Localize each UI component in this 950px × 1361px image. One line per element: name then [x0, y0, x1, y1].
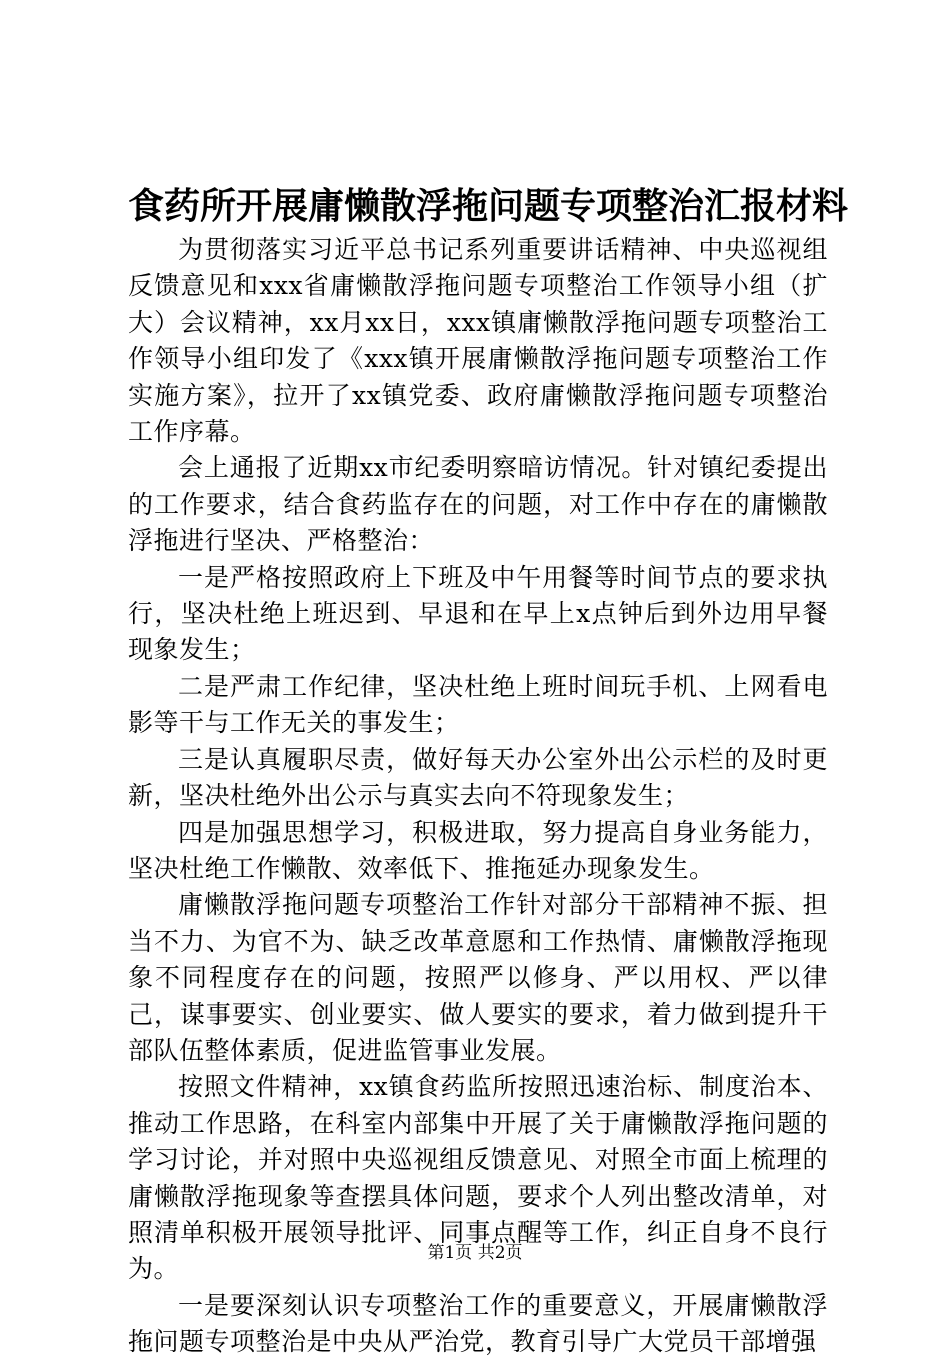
paragraph-6: 四是加强思想学习，积极进取，努力提高自身业务能力，坚决杜绝工作懒散、效率低下、推拖延办现象发生。 — [128, 817, 828, 883]
paragraph-1: 为贯彻落实习近平总书记系列重要讲话精神、中央巡视组反馈意见和xxx省庸懒散浮拖问题专项整治工作领导小组（扩大）会议精神，xx月xx日，xxx镇庸懒散浮拖问题专项整治工作领导小组印发了《xxx镇开展庸懒散浮拖问题专项整治工作实施方案》，拉开了xx镇党委、政府庸懒散浮拖问题专项整治工作序幕。 — [128, 235, 828, 447]
paragraph-2: 会上通报了近期xx市纪委明察暗访情况。针对镇纪委提出的工作要求，结合食药监存在的问题，对工作中存在的庸懒散浮拖进行坚决、严格整治： — [128, 453, 828, 556]
paragraph-5: 三是认真履职尽责，做好每天办公室外出公示栏的及时更新，坚决杜绝外出公示与真实去向不符现象发生； — [128, 744, 828, 811]
paragraph-9: 一是要深刻认识专项整治工作的重要意义，开展庸懒散浮拖问题专项整治是中央从严治党，教育引导广大党员干部增强 — [128, 1290, 828, 1357]
page-footer: 第1页 共2页 — [427, 1243, 523, 1263]
paragraph-4: 二是严肃工作纪律，坚决杜绝上班时间玩手机、上网看电影等干与工作无关的事发生； — [128, 671, 828, 738]
document-body — [128, 232, 828, 1361]
paragraph-7: 庸懒散浮拖问题专项整治工作针对部分干部精神不振、担当不力、为官不为、缺乏改革意愿和工作热情、庸懒散浮拖现象不同程度存在的问题，按照严以修身、严以用权、严以律己，谋事要实、创业要实、做人要实的要求，着力做到提升干部队伍整体素质，促进监管事业发展。 — [128, 890, 828, 1065]
document-title: 食药所开展庸懒散浮拖问题专项整治汇报材料 — [128, 185, 849, 227]
paragraph-3: 一是严格按照政府上下班及中午用餐等时间节点的要求执行，坚决杜绝上班迟到、早退和在早上x点钟后到外边用早餐现象发生； — [128, 562, 828, 665]
paragraph-8: 按照文件精神，xx镇食药监所按照迅速治标、制度治本、推动工作思路，在科室内部集中开展了关于庸懒散浮拖问题的学习讨论，并对照中央巡视组反馈意见、对照全市面上梳理的庸懒散浮拖现象等查摆具体问题，要求个人列出整改清单，对照清单积极开展领导批评、同事点醒等工作，纠正自身不良行为。 — [128, 1072, 828, 1284]
